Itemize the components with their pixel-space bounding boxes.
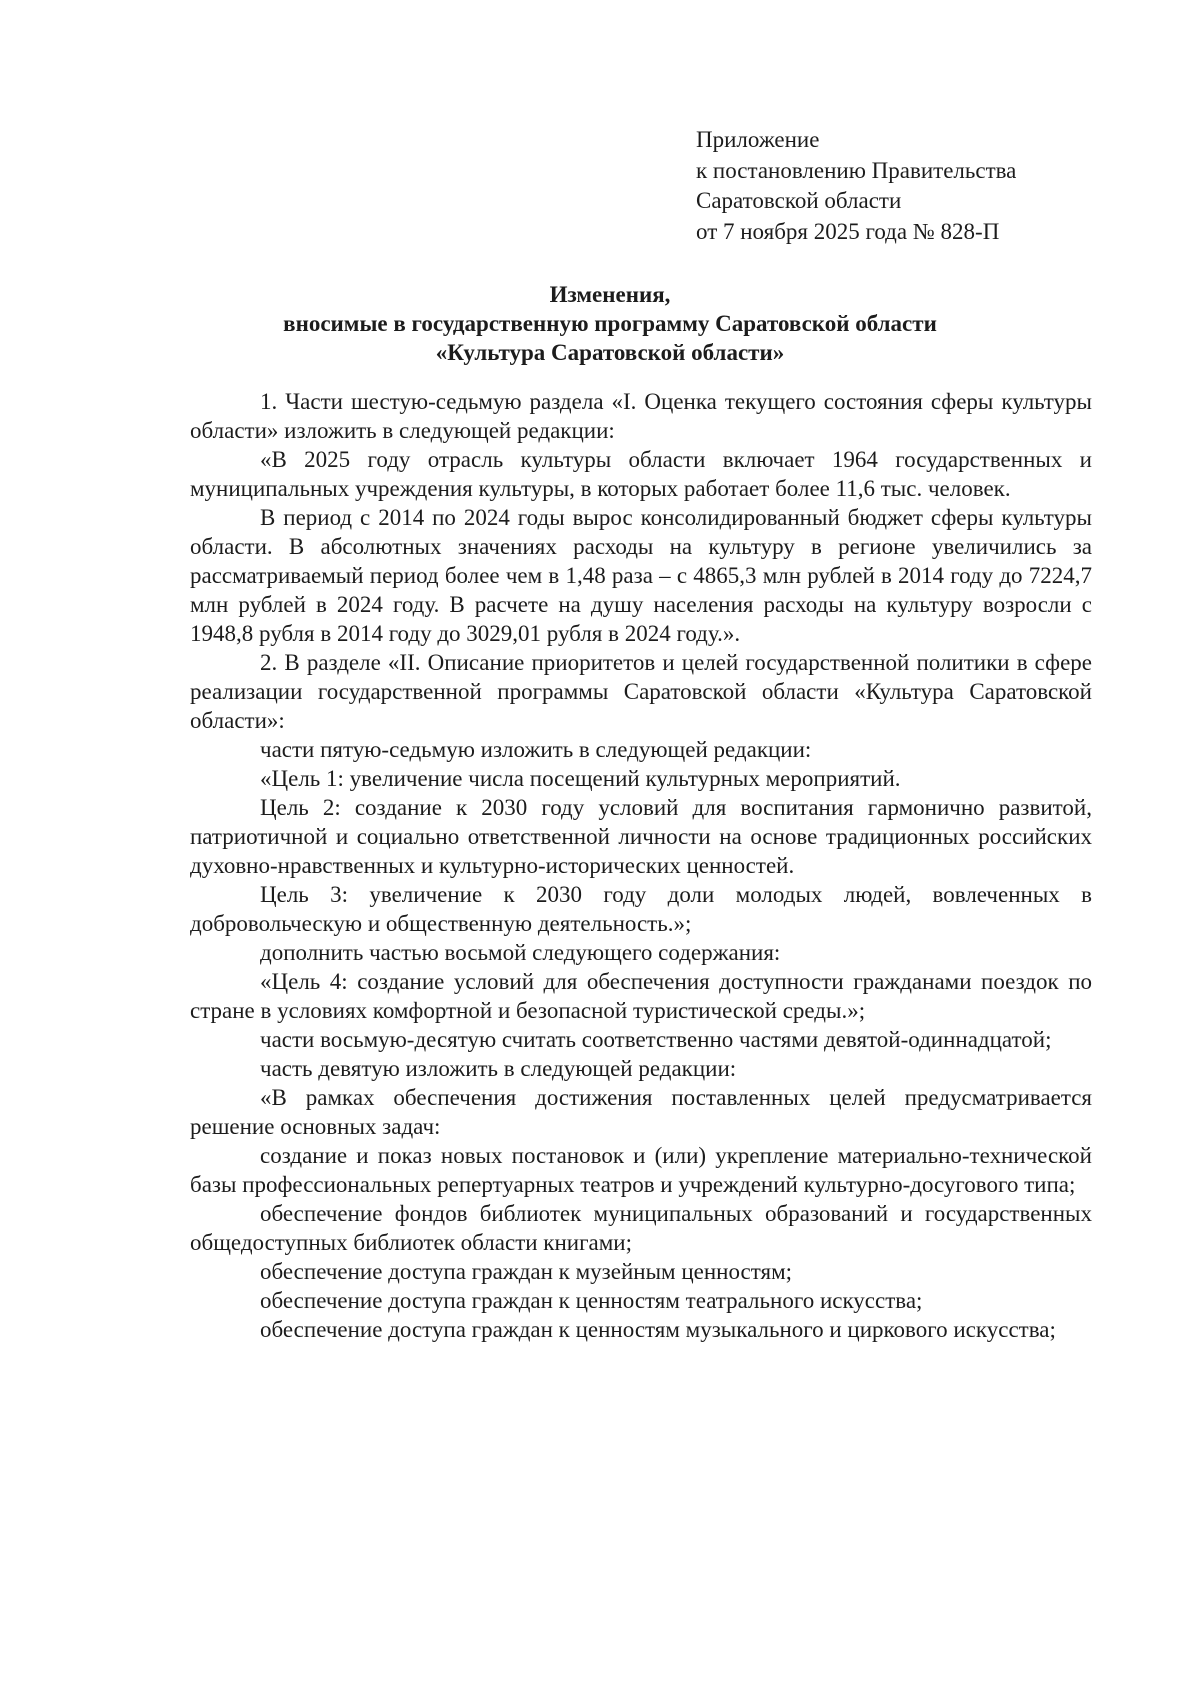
paragraph: части восьмую-десятую считать соответственно частями девятой-одиннадцатой; bbox=[260, 1027, 1052, 1052]
paragraph: обеспечение доступа граждан к музейным ценностям; bbox=[260, 1259, 793, 1284]
appendix-date-number: от 7 ноября 2025 года № 828-П bbox=[696, 218, 1000, 244]
title-line-program-name: «Культура Саратовской области» bbox=[435, 340, 785, 365]
paragraph: Цель 2: создание к 2030 году условий для воспитания гармонично развитой, патриотичной и социально ответственной личности на основе традиционных российских духовно-нравственных и культурно-исторических ценностей. bbox=[190, 795, 1092, 878]
paragraph: обеспечение фондов библиотек муниципальных образований и государственных общедоступных библиотек области книгами; bbox=[190, 1201, 1092, 1255]
paragraph: «Цель 1: увеличение числа посещений культурных мероприятий. bbox=[260, 766, 901, 791]
title-line-program: вносимые в государственную программу Саратовской области bbox=[283, 311, 937, 336]
document-title bbox=[190, 280, 1030, 367]
appendix-region-line: Саратовской области bbox=[696, 188, 902, 213]
paragraph: В период с 2014 по 2024 годы вырос консолидированный бюджет сферы культуры области. В абсолютных значениях расходы на культуру в регионе увеличились за рассматриваемый период более чем в 1,48 раза – с 4865,3 млн рублей в 2014 году до 7224,7 млн рублей в 2024 году. В расчете на душу населения расходы на культуру возросли с 1948,8 рубля в 2014 году до 3029,01 рубля в 2024 году.». bbox=[190, 505, 1092, 646]
document-body bbox=[190, 387, 1092, 1344]
paragraph: «В 2025 году отрасль культуры области включает 1964 государственных и муниципальных учреждения культуры, в которых работает более 11,6 тыс. человек. bbox=[190, 447, 1092, 501]
appendix-label: Приложение bbox=[696, 127, 820, 152]
paragraph: создание и показ новых постановок и (или) укрепление материально-технической базы профессиональных репертуарных театров и учреждений культурно-досугового типа; bbox=[190, 1143, 1092, 1197]
paragraph: Цель 3: увеличение к 2030 году доли молодых людей, вовлеченных в добровольческую и общественную деятельность.»; bbox=[190, 882, 1092, 936]
paragraph: дополнить частью восьмой следующего содержания: bbox=[260, 940, 781, 965]
paragraph: «Цель 4: создание условий для обеспечения доступности гражданами поездок по стране в условиях комфортной и безопасной туристической среды.»; bbox=[190, 969, 1092, 1023]
paragraph: 1. Части шестую-седьмую раздела «I. Оценка текущего состояния сферы культуры области» изложить в следующей редакции: bbox=[190, 389, 1092, 443]
paragraph: части пятую-седьмую изложить в следующей редакции: bbox=[260, 737, 812, 762]
paragraph: обеспечение доступа граждан к ценностям музыкального и циркового искусства; bbox=[260, 1317, 1056, 1342]
title-line-changes: Изменения, bbox=[549, 282, 671, 307]
paragraph: обеспечение доступа граждан к ценностям театрального искусства; bbox=[260, 1288, 923, 1313]
appendix-resolution-line: к постановлению Правительства bbox=[696, 157, 1017, 183]
paragraph: 2. В разделе «II. Описание приоритетов и целей государственной политики в сфере реализации государственной программы Саратовской области «Культура Саратовской области»: bbox=[190, 650, 1092, 733]
paragraph: «В рамках обеспечения достижения поставленных целей предусматривается решение основных задач: bbox=[190, 1085, 1092, 1139]
paragraph: часть девятую изложить в следующей редакции: bbox=[260, 1056, 737, 1081]
appendix-block bbox=[696, 125, 1016, 247]
